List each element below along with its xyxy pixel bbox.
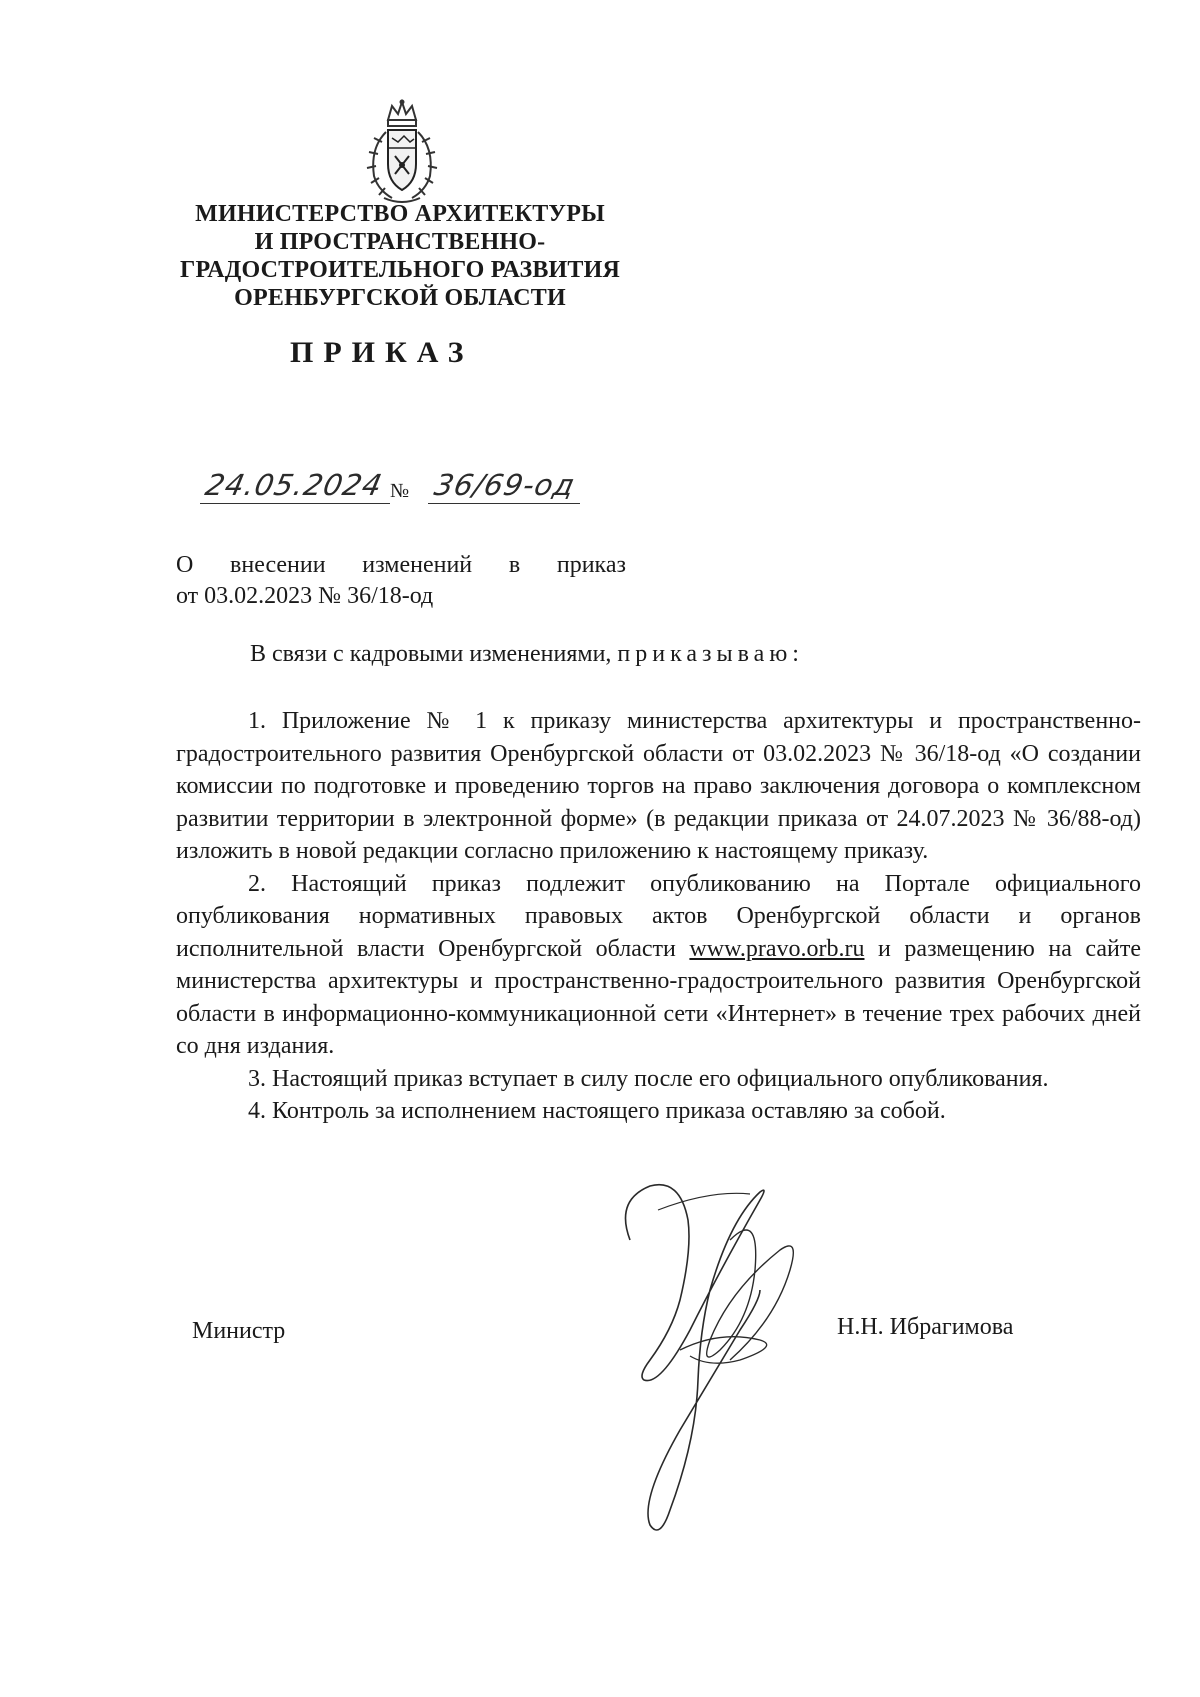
subject-word: внесении [230,552,326,578]
pravo-portal-link[interactable]: www.pravo.orb.ru [689,935,865,962]
subject-word: в [508,552,521,578]
paragraph-2-text-a: 2. Настоящий приказ подлежит опубликованию на Портале официального опубликования нормативных правовых актов Оренбургской области и органов исполнительной власти Оренбургской области [176,870,1141,962]
handwritten-signature [610,1180,870,1550]
preamble-end: : [792,641,799,667]
signatory-name: Н.Н. Ибрагимова [837,1314,1014,1340]
paragraph-3: 3. Настоящий приказ вступает в силу после его официального опубликования. [248,1065,1049,1092]
document-type-title: ПРИКАЗ [290,336,474,369]
header-line-1: МИНИСТЕРСТВО АРХИТЕКТУРЫ [195,201,605,227]
header-line-2: И ПРОСТРАНСТВЕННО- [254,229,546,255]
subject-word: приказ [556,552,626,578]
header-line-3: ГРАДОСТРОИТЕЛЬНОГО РАЗВИТИЯ [179,257,621,283]
subject-word: изменений [362,552,473,578]
order-number-handwritten: 36/69-од [431,468,579,502]
signatory-role: Министр [192,1318,286,1344]
paragraph-4: 4. Контроль за исполнением настоящего приказа оставляю за собой. [248,1098,946,1124]
number-sign: № [390,480,410,502]
paragraph-2-text-b: и размещению на сайте министерства архитектуры и пространственно-градостроительного развития Оренбургской области в информационно-коммуникационной сети «Интернет» в течение трех рабочих дней со дня издания. [176,935,1141,1059]
subject-word: О [176,552,194,578]
subject-line-2: от 03.02.2023 № 36/18-од [176,583,434,609]
preamble-text: В связи с кадровыми изменениями, [250,641,618,667]
header-line-4: ОРЕНБУРГСКОЙ ОБЛАСТИ [234,285,566,311]
preamble-spaced-word: приказываю [617,641,793,667]
paragraph-1: 1. Приложение № 1 к приказу министерства архитектуры и пространственно-градостроительного развития Оренбургской области от 03.02.2023 № 36/18-од «О создании комиссии по подготовке и проведению торгов на право заключения договора о комплексном развитии территории в электронной форме» (в редакции приказа от 24.07.2023 № 36/88-од) изложить в новой редакции согласно приложению к настоящему приказу. [176,708,1141,864]
order-date-handwritten: 24.05.2024 [202,468,386,502]
